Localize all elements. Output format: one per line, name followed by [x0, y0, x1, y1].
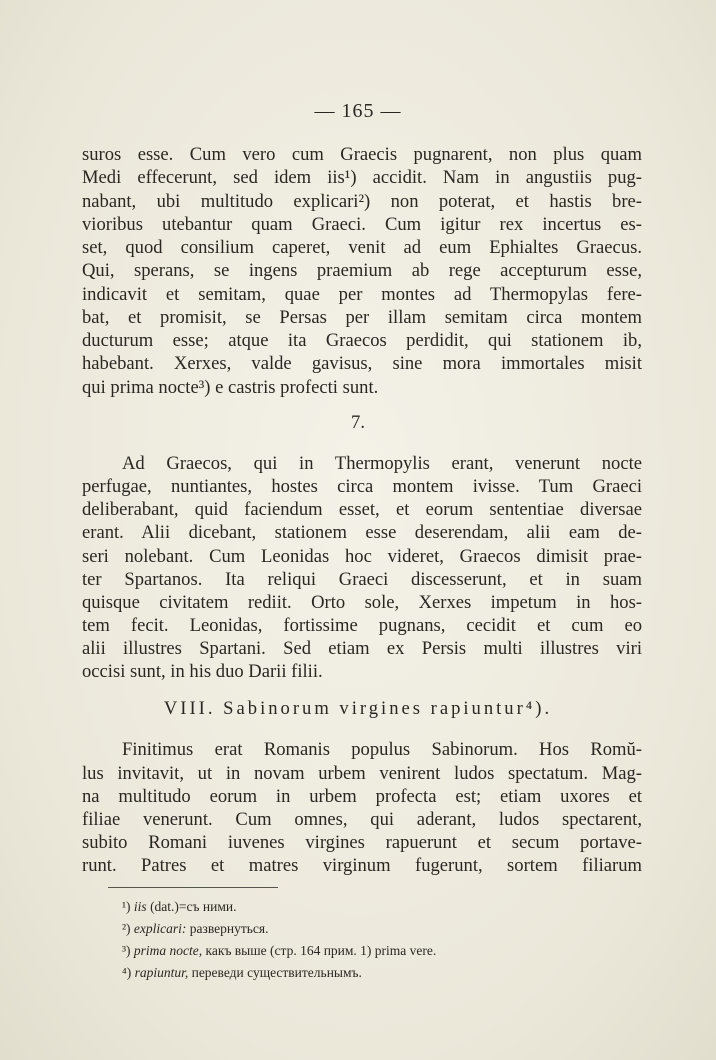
text-line: quisque civitatem rediit. Orto sole, Xerxes impetum in hos- — [82, 592, 642, 613]
text-line: habebant. Xerxes, valde gavisus, sine mora immortales misit — [82, 353, 642, 374]
footnote-text: какъ выше (стр. 164 прим. 1) prima vere. — [205, 943, 437, 958]
footnote — [122, 942, 436, 960]
footnote-term: rapiuntur, — [134, 965, 189, 980]
footnote — [122, 920, 269, 938]
footnote-mark: ³) — [122, 943, 131, 958]
chapter-heading: VIII. Sabinorum virgines rapiuntur⁴). — [163, 698, 553, 719]
footnote-rule — [108, 887, 278, 888]
text-line: ter Spartanos. Ita reliqui Graeci discesserunt, et in suam — [82, 569, 642, 590]
text-line: set, quod consilium caperet, venit ad eum Ephialtes Graecus. — [82, 237, 642, 258]
text-line: indicavit et semitam, quae per montes ad Thermopylas fere- — [82, 284, 642, 305]
page-number: — 165 — — [314, 100, 402, 122]
text-line: tem fecit. Leonidas, fortissime pugnans, cecidit et cum eo — [82, 615, 642, 636]
text-line: vioribus utebantur quam Graeci. Cum igitur rex incertus es- — [82, 214, 642, 235]
text-line: perfugae, nuntiantes, hostes circa montem ivisse. Tum Graeci — [82, 476, 642, 497]
footnote-text: (dat.)=съ ними. — [150, 899, 237, 914]
text-line: bat, et promisit, se Persas per illam semitam circa montem — [82, 307, 642, 328]
text-line: seri nolebant. Cum Leonidas hoc videret, Graecos dimisit prae- — [82, 546, 642, 567]
section-number: 7. — [351, 412, 365, 433]
footnote — [122, 964, 362, 982]
text-line: na multitudo eorum in urbem profecta est; etiam uxores et — [82, 786, 642, 807]
text-line: suros esse. Cum vero cum Graecis pugnarent, non plus quam — [82, 144, 642, 165]
text-line: qui prima nocte³) e castris profecti sunt. — [82, 377, 379, 398]
text-line: erant. Alii dicebant, stationem esse deserendam, alii eam de- — [82, 522, 642, 543]
text-line: Qui, sperans, se ingens praemium ab rege accepturum esse, — [82, 260, 642, 281]
footnote-term: prima nocte, — [133, 943, 203, 958]
text-line: lus invitavit, ut in novam urbem venirent ludos spectatum. Mag- — [82, 763, 642, 784]
footnote-term: iis — [133, 899, 147, 914]
text-line: subito Romani iuvenes virgines rapuerunt et secum portave- — [82, 832, 642, 853]
text-line: ducturum esse; atque ita Graecos perdidit, qui stationem ib, — [82, 330, 642, 351]
text-line: Finitimus erat Romanis populus Sabinorum. Hos Romŭ- — [122, 739, 642, 760]
text-line: alii illustres Spartani. Sed etiam ex Persis multi illustres viri — [82, 638, 642, 659]
footnote-text: переведи существительнымъ. — [191, 965, 362, 980]
footnote-text: развернуться. — [189, 921, 269, 936]
footnote-mark: ¹) — [122, 899, 131, 914]
text-line: occisi sunt, in his duo Darii filii. — [82, 661, 323, 682]
text-line: Ad Graecos, qui in Thermopylis erant, venerunt nocte — [122, 453, 642, 474]
footnote-term: explicari: — [133, 921, 187, 936]
text-line: filiae venerunt. Cum omnes, qui aderant, ludos spectarent, — [82, 809, 642, 830]
text-line: Medi effecerunt, sed idem iis¹) accidit. Nam in angustiis pug- — [82, 167, 642, 188]
footnote — [122, 898, 236, 916]
footnote-mark: ⁴) — [122, 965, 132, 980]
footnote-mark: ²) — [122, 921, 131, 936]
text-line: deliberabant, quid faciendum esset, et eorum sententiae diversae — [82, 499, 642, 520]
text-line: nabant, ubi multitudo explicari²) non poterat, et hastis bre- — [82, 191, 642, 212]
text-line: runt. Patres et matres virginum fugerunt, sortem filiarum — [82, 855, 642, 876]
